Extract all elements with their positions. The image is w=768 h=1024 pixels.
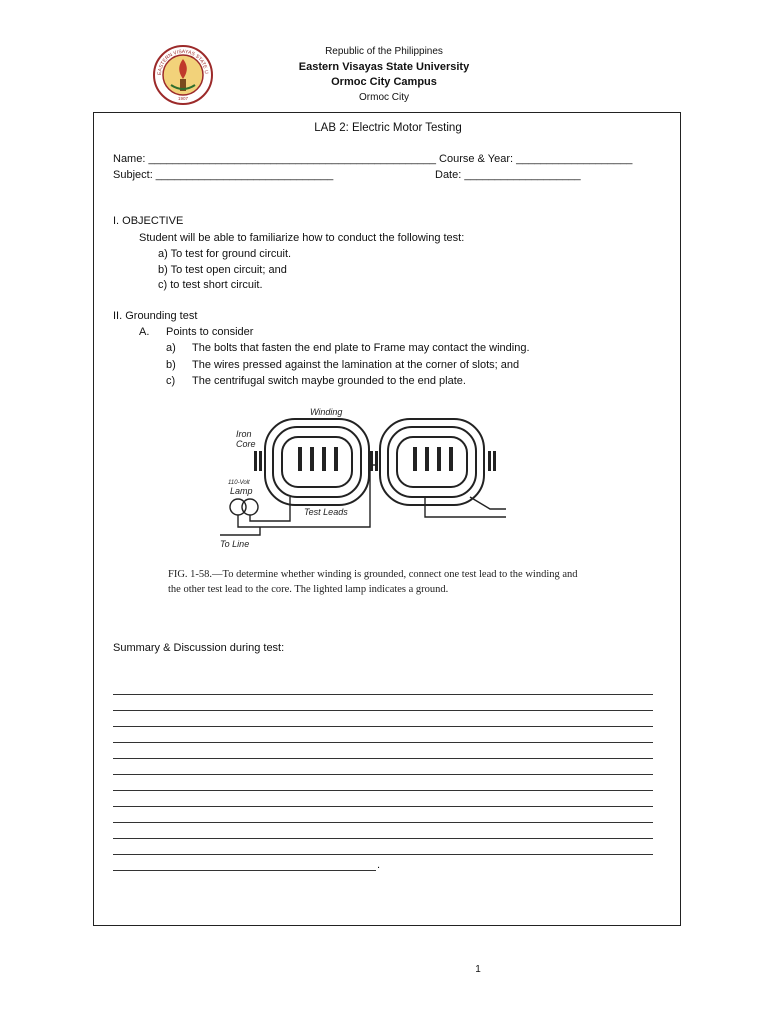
header-city: Ormoc City: [359, 92, 409, 103]
label-test-leads: Test Leads: [304, 507, 348, 517]
figure-caption: FIG. 1-58.—To determine whether winding is grounded, connect one test lead to the winding and the other test lead to the core. The lighted lamp indicates a ground.: [168, 569, 578, 595]
label-iron: Iron: [236, 429, 252, 439]
label-core: Core: [236, 439, 256, 449]
writing-line[interactable]: [113, 743, 653, 759]
label-lamp: Lamp: [230, 486, 253, 496]
date-row: Date: ___________________: [435, 169, 581, 181]
seal-year: 1907: [177, 96, 189, 101]
writing-line[interactable]: [113, 679, 653, 695]
label-winding: Winding: [310, 407, 343, 417]
header-university: Eastern Visayas State University: [298, 61, 470, 73]
writing-line[interactable]: [113, 711, 653, 727]
objective-heading: I. OBJECTIVE: [113, 215, 184, 227]
point-a-text: The bolts that fasten the end plate to Frame may contact the winding.: [192, 342, 530, 354]
grounding-sub-marker: A.: [139, 326, 150, 338]
writing-line[interactable]: [113, 727, 653, 743]
writing-line[interactable]: [113, 839, 653, 855]
summary-end-mark: .: [377, 859, 381, 871]
summary-label: Summary & Discussion during test:: [113, 642, 285, 654]
point-a-marker: a): [166, 342, 176, 354]
objective-item-b: b) To test open circuit; and: [158, 264, 287, 276]
grounding-heading: II. Grounding test: [113, 310, 198, 322]
point-b-marker: b): [166, 359, 176, 371]
objective-intro: Student will be able to familiarize how to conduct the following test:: [139, 232, 465, 244]
objective-item-c: c) to test short circuit.: [158, 279, 263, 291]
seal-text: EASTERN VISAYAS STATE U: [156, 48, 210, 76]
summary-writing-lines[interactable]: [113, 679, 653, 871]
writing-line[interactable]: [113, 695, 653, 711]
grounding-test-diagram: [220, 405, 506, 553]
writing-line[interactable]: [113, 823, 653, 839]
writing-line[interactable]: [113, 807, 653, 823]
subject-row: Subject: _____________________________: [113, 169, 334, 181]
label-110-volt: 110-Volt: [228, 480, 250, 486]
point-b-text: The wires pressed against the lamination at the corner of slots; and: [192, 359, 520, 371]
header-republic: Republic of the Philippines: [325, 46, 443, 57]
writing-line[interactable]: [113, 759, 653, 775]
objective-item-a: a) To test for ground circuit.: [158, 248, 292, 260]
grounding-sub-label: Points to consider: [166, 326, 254, 338]
name-course-row: Name: _______________________________________________ Course & Year: ___________________: [113, 153, 633, 165]
lab-title: LAB 2: Electric Motor Testing: [314, 122, 462, 134]
point-c-text: The centrifugal switch maybe grounded to the end plate.: [192, 375, 466, 387]
lab-form-frame: [93, 112, 681, 926]
writing-line[interactable]: [113, 791, 653, 807]
writing-line-last[interactable]: [113, 855, 653, 871]
point-c-marker: c): [166, 375, 176, 387]
page-number: 1: [475, 964, 481, 975]
writing-line[interactable]: [113, 775, 653, 791]
label-to-line: To Line: [220, 539, 250, 549]
header-campus: Ormoc City Campus: [331, 76, 437, 88]
